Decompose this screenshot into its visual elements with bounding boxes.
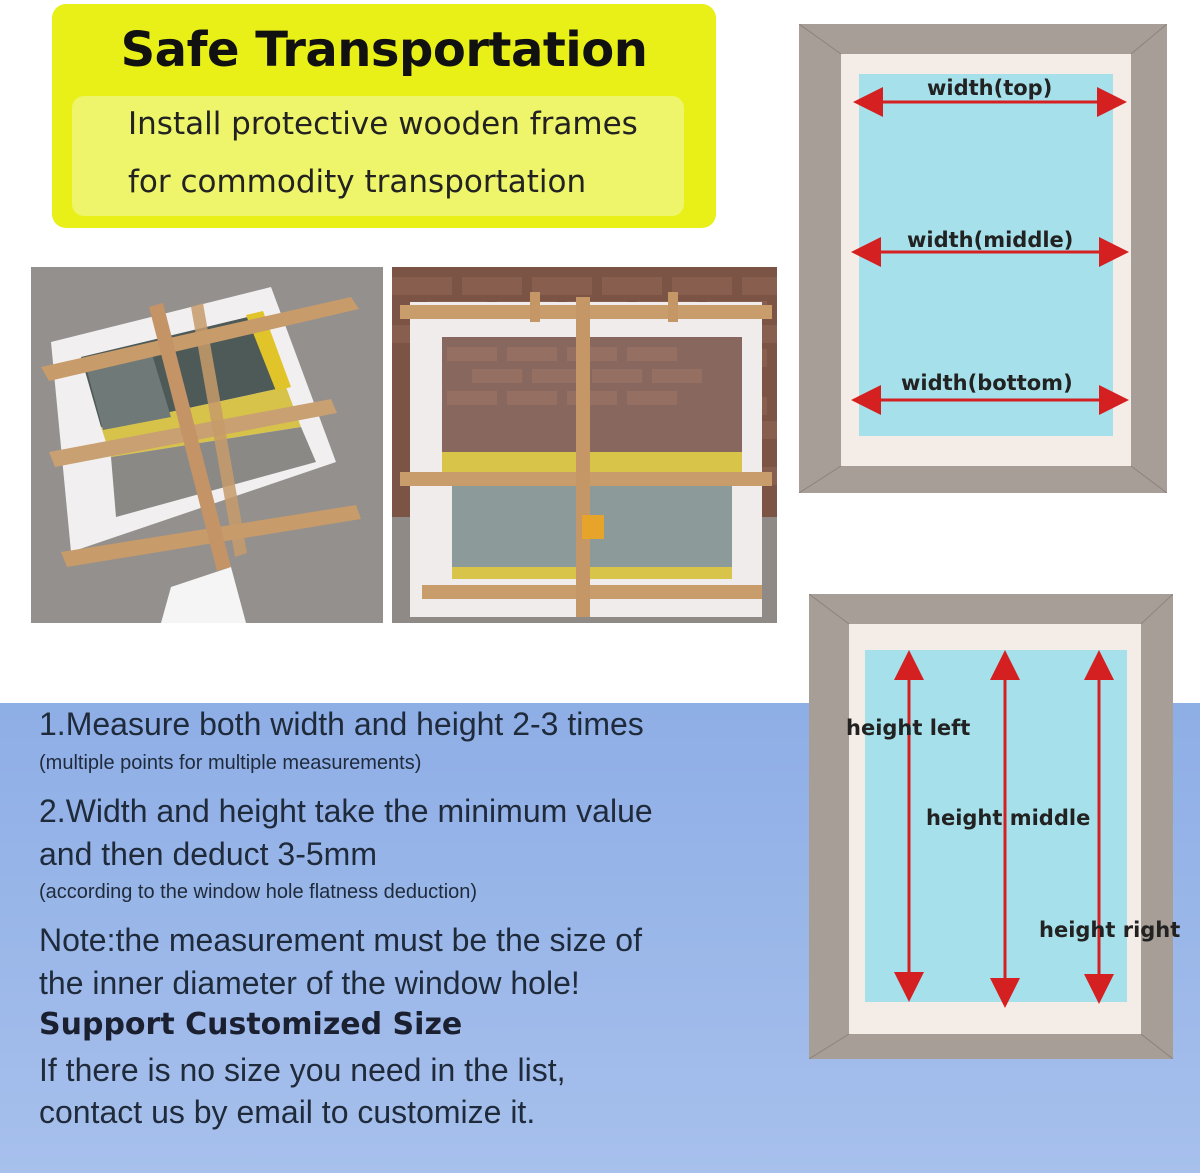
photo-2-illustration <box>392 267 777 623</box>
step-2-note: (according to the window hole flatness deduction) <box>39 881 478 903</box>
step-2-line-2: and then deduct 3-5mm <box>39 836 377 872</box>
banner-description-box <box>72 96 684 216</box>
photo-1-illustration <box>31 267 383 623</box>
step-1-text: 1.Measure both width and height 2-3 times <box>39 706 644 742</box>
width-middle-label: width(middle) <box>907 228 1074 252</box>
width-measurement-diagram <box>799 24 1167 493</box>
width-bottom-label: width(bottom) <box>901 371 1073 395</box>
wooden-frame-photo-1 <box>31 267 383 623</box>
height-left-label: height left <box>846 716 971 740</box>
note-line-2: the inner diameter of the window hole! <box>39 965 580 1001</box>
note-line-1: Note:the measurement must be the size of <box>39 922 642 958</box>
step-1-note: (multiple points for multiple measurements) <box>39 752 422 774</box>
wooden-frame-photo-2 <box>392 267 777 623</box>
height-right-label: height right <box>1039 918 1181 942</box>
support-title: Support Customized Size <box>39 1007 463 1042</box>
banner-title: Safe Transportation <box>120 22 648 78</box>
width-top-label: width(top) <box>927 76 1053 100</box>
support-line-2: contact us by email to customize it. <box>39 1094 536 1130</box>
height-middle-label: height middle <box>926 806 1091 830</box>
banner-line-1: Install protective wooden frames <box>128 106 638 142</box>
safe-transportation-banner <box>52 4 716 228</box>
step-2-line-1: 2.Width and height take the minimum value <box>39 793 653 829</box>
support-line-1: If there is no size you need in the list, <box>39 1052 566 1088</box>
banner-line-2: for commodity transportation <box>128 164 587 200</box>
